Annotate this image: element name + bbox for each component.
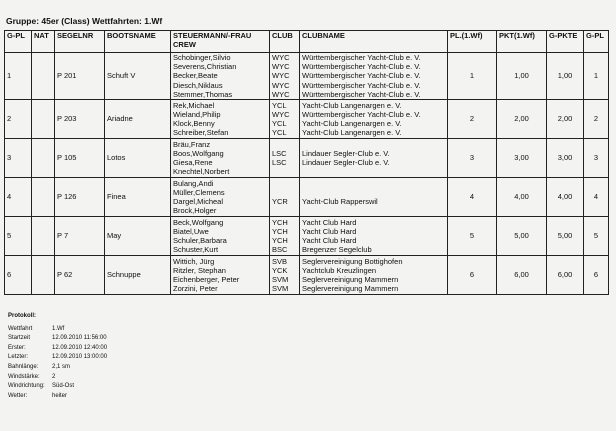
- club-cell-line: WYC: [272, 71, 290, 81]
- crew-cell-line: Ritzler, Stephan: [173, 265, 226, 275]
- protocol-key: Letzter:: [8, 354, 29, 361]
- clubname-cell-line: Württembergischer Yacht-Club e. V.: [302, 71, 421, 81]
- club-cell-line: YCH: [272, 235, 288, 245]
- clubname-cell: [300, 138, 448, 177]
- gpl-cell: 1: [5, 53, 32, 100]
- results-table: [4, 30, 609, 295]
- crew-cell: [171, 53, 270, 100]
- club-cell-line: YCL: [272, 118, 287, 128]
- pkt-cell: 2,00: [497, 99, 547, 138]
- clubname-cell: [300, 177, 448, 216]
- club-cell-line: BSC: [272, 245, 288, 255]
- club-cell-line: SVM: [272, 284, 289, 294]
- club-cell: [270, 99, 300, 138]
- club-cell: [270, 255, 300, 294]
- gpkte-cell: 2,00: [547, 99, 584, 138]
- nat-cell: [32, 53, 55, 100]
- clubname-cell-line: [302, 188, 445, 197]
- bootsname-header: BOOTSNAME: [105, 31, 171, 53]
- pl-header: PL.(1.Wf): [448, 31, 497, 53]
- clubname-cell-line: Württembergischer Yacht-Club e. V.: [302, 80, 421, 90]
- table-row: [5, 53, 609, 100]
- protocol-value: 12.09.2010 13:00:00: [52, 354, 108, 361]
- crew-cell-line: Schuster,Kurt: [173, 245, 219, 255]
- pkt-cell: 4,00: [497, 177, 547, 216]
- crew-cell-line: Schobinger,Silvio: [173, 53, 231, 62]
- clubname-cell-line: Seglervereinigung Bottighofen: [302, 256, 403, 266]
- bootsname-cell: Lotos: [105, 138, 171, 177]
- clubname-cell-line: Seglervereinigung Mammern: [302, 284, 399, 294]
- crew-cell-line: Stemmer,Thomas: [173, 89, 233, 99]
- crew-cell-line: Dargel,Micheal: [173, 196, 224, 206]
- pkt-cell: 3,00: [497, 138, 547, 177]
- club-cell: [270, 53, 300, 100]
- club-cell-line: WYC: [272, 53, 290, 62]
- crew-cell-line: Boos,Wolfgang: [173, 148, 224, 158]
- club-cell-line: YCL: [272, 128, 287, 138]
- protocol-value: 12.09.2010 12:40:00: [52, 344, 108, 351]
- gpl2-cell: 3: [584, 138, 609, 177]
- protocol-value: 2: [52, 373, 56, 380]
- club-cell-line: YCH: [272, 217, 288, 227]
- gpl2-cell: 5: [584, 216, 609, 255]
- pl-cell: 5: [448, 216, 497, 255]
- crew-cell: [171, 99, 270, 138]
- clubname-header: CLUBNAME: [300, 31, 448, 53]
- clubname-cell-line: Yacht-Club Langenargen e. V.: [302, 118, 402, 128]
- crew-cell: [171, 138, 270, 177]
- nat-cell: [32, 177, 55, 216]
- protocol-key: Windstärke:: [8, 373, 40, 380]
- gpl2-cell: 1: [584, 53, 609, 100]
- protocol-row: [8, 344, 107, 354]
- club-cell-line: WYC: [272, 109, 290, 119]
- protocol-row: [8, 334, 107, 344]
- clubname-cell-line: Yachtclub Kreuzlingen: [302, 265, 377, 275]
- pl-cell: 1: [448, 53, 497, 100]
- club-cell-line: YCH: [272, 226, 288, 236]
- protocol-row: [8, 325, 107, 335]
- clubname-cell-line: Yacht Club Hard: [302, 226, 357, 236]
- crew-cell-line: Giesa,Rene: [173, 157, 213, 167]
- crew-cell-line: Diesch,Niklaus: [173, 80, 223, 90]
- gpkte-cell: 6,00: [547, 255, 584, 294]
- pl-cell: 2: [448, 99, 497, 138]
- protocol-row: [8, 382, 107, 392]
- pkt-cell: 5,00: [497, 216, 547, 255]
- gpl2-cell: 4: [584, 177, 609, 216]
- crew-cell: [171, 255, 270, 294]
- club-cell: [270, 138, 300, 177]
- clubname-cell-line: Yacht-Club Rapperswil: [302, 196, 378, 206]
- nat-cell: [32, 255, 55, 294]
- club-cell-line: WYC: [272, 89, 290, 99]
- crew-cell-line: Schuler,Barbara: [173, 235, 227, 245]
- club-cell-line: SVB: [272, 256, 288, 266]
- gpl-header: G-PL: [5, 31, 32, 53]
- bootsname-cell: Finea: [105, 177, 171, 216]
- clubname-cell-line: [302, 179, 445, 188]
- club-cell-line: YCK: [272, 265, 288, 275]
- crew-cell-line: Eichenberger, Peter: [173, 274, 240, 284]
- clubname-cell-line: Yacht-Club Langenargen e. V.: [302, 100, 402, 110]
- crew-cell-line: Brock,Holger: [173, 206, 217, 216]
- crew-cell-line: Wittich, Jürg: [173, 256, 215, 266]
- club-cell: [270, 177, 300, 216]
- club-cell-line: [272, 206, 297, 215]
- protocol-key: Windrichtung:: [8, 383, 45, 390]
- table-row: [5, 138, 609, 177]
- segelnr-cell: P 203: [55, 99, 105, 138]
- pkt-cell: 6,00: [497, 255, 547, 294]
- nat-header: NAT: [32, 31, 55, 53]
- protocol-value: heiter: [52, 392, 68, 399]
- bootsname-cell: Schnuppe: [105, 255, 171, 294]
- club-cell-line: SVM: [272, 274, 289, 284]
- crew-cell-line: Zorzini, Peter: [173, 284, 218, 294]
- segelnr-cell: P 105: [55, 138, 105, 177]
- pl-cell: 3: [448, 138, 497, 177]
- crew-cell-line: Müller,Clemens: [173, 187, 225, 197]
- crew-cell-line: Severens,Christian: [173, 62, 237, 72]
- clubname-cell-line: Yacht-Club Langenargen e. V.: [302, 128, 402, 138]
- clubname-cell-line: [302, 206, 445, 215]
- gpl-cell: 5: [5, 216, 32, 255]
- clubname-cell-line: Lindauer Segler-Club e. V.: [302, 148, 390, 158]
- crew-cell-line: Klock,Benny: [173, 118, 215, 128]
- page-title: Gruppe: 45er (Class) Wettfahrten: 1.Wf: [6, 16, 163, 26]
- pl-cell: 6: [448, 255, 497, 294]
- gpkte-cell: 5,00: [547, 216, 584, 255]
- clubname-cell-line: Württembergischer Yacht-Club e. V.: [302, 109, 421, 119]
- table-row: [5, 216, 609, 255]
- table-body: [5, 53, 609, 295]
- nat-cell: [32, 138, 55, 177]
- gpl-cell: 3: [5, 138, 32, 177]
- clubname-cell-line: Württembergischer Yacht-Club e. V.: [302, 62, 421, 72]
- segelnr-cell: P 201: [55, 53, 105, 100]
- crew-cell-line: Schreiber,Stefan: [173, 128, 229, 138]
- clubname-cell-line: Yacht Club Hard: [302, 217, 357, 227]
- protocol-items: [8, 325, 107, 402]
- gpl2-header: G-PL: [584, 31, 609, 53]
- table-row: [5, 99, 609, 138]
- clubname-cell: [300, 216, 448, 255]
- crew-cell-line: Beck,Wolfgang: [173, 217, 224, 227]
- gpkte-cell: 1,00: [547, 53, 584, 100]
- protocol-section: [8, 312, 107, 401]
- protocol-row: [8, 363, 107, 373]
- club-cell-line: [272, 140, 297, 149]
- clubname-cell: [300, 53, 448, 100]
- segelnr-cell: P 62: [55, 255, 105, 294]
- club-cell-line: YCL: [272, 100, 287, 110]
- clubname-cell-line: [302, 167, 445, 176]
- crew-cell-line: Knechtel,Norbert: [173, 167, 230, 177]
- club-cell-line: [272, 179, 297, 188]
- clubname-cell-line: Bregenzer Segelclub: [302, 245, 372, 255]
- club-cell-line: LSC: [272, 157, 287, 167]
- protocol-value: Süd-Ost: [52, 383, 75, 390]
- gpl-cell: 2: [5, 99, 32, 138]
- clubname-cell: [300, 255, 448, 294]
- crew-cell-line: Rek,Michael: [173, 100, 215, 110]
- gpkte-header: G-PKTE: [547, 31, 584, 53]
- pkt-cell: 1,00: [497, 53, 547, 100]
- club-cell-line: LSC: [272, 148, 287, 158]
- club-cell-line: WYC: [272, 80, 290, 90]
- protocol-title: Protokoll:: [8, 313, 36, 319]
- crew-cell-line: Biatel,Uwe: [173, 226, 209, 236]
- pkt-header: PKT(1.Wf): [497, 31, 547, 53]
- protocol-key: Startzeit: [8, 335, 31, 342]
- table-row: [5, 255, 609, 294]
- club-cell: [270, 216, 300, 255]
- gpl-cell: 6: [5, 255, 32, 294]
- table-row: [5, 177, 609, 216]
- protocol-key: Erster:: [8, 344, 26, 351]
- gpkte-cell: 4,00: [547, 177, 584, 216]
- clubname-cell: [300, 99, 448, 138]
- gpl-cell: 4: [5, 177, 32, 216]
- bootsname-cell: Schuft V: [105, 53, 171, 100]
- clubname-cell-line: [302, 140, 445, 149]
- crew-cell-line: Bräu,Franz: [173, 139, 211, 149]
- protocol-key: Wettfahrt: [8, 325, 33, 332]
- protocol-row: [8, 392, 107, 402]
- club-cell-line: [272, 167, 297, 176]
- gpl2-cell: 6: [584, 255, 609, 294]
- clubname-cell-line: Württembergischer Yacht-Club e. V.: [302, 89, 421, 99]
- clubname-cell-line: Württembergischer Yacht-Club e. V.: [302, 53, 421, 62]
- clubname-cell-line: Yacht Club Hard: [302, 235, 357, 245]
- crew-cell: [171, 216, 270, 255]
- crew-cell-line: Becker,Beate: [173, 71, 218, 81]
- segelnr-header: SEGELNR: [55, 31, 105, 53]
- segelnr-cell: P 126: [55, 177, 105, 216]
- gpkte-cell: 3,00: [547, 138, 584, 177]
- crew-cell-line: Wieland,Philip: [173, 109, 221, 119]
- club-cell-line: WYC: [272, 62, 290, 72]
- clubname-cell-line: Lindauer Segler-Club e. V.: [302, 157, 390, 167]
- segelnr-cell: P 7: [55, 216, 105, 255]
- protocol-value: 1.Wf: [52, 325, 65, 332]
- nat-cell: [32, 99, 55, 138]
- protocol-key: Wetter:: [8, 392, 28, 399]
- table-header-row: [5, 31, 609, 53]
- protocol-value: 12.09.2010 11:56:00: [52, 335, 107, 342]
- protocol-value: 2,1 sm: [52, 363, 71, 370]
- protocol-row: [8, 373, 107, 383]
- club-header: CLUB: [270, 31, 300, 53]
- nat-cell: [32, 216, 55, 255]
- club-cell-line: YCR: [272, 196, 288, 206]
- bootsname-cell: May: [105, 216, 171, 255]
- protocol-row: [8, 353, 107, 363]
- bootsname-cell: Ariadne: [105, 99, 171, 138]
- clubname-cell-line: Seglervereinigung Mammern: [302, 274, 399, 284]
- crew-cell-line: Bulang,Andi: [173, 178, 214, 188]
- gpl2-cell: 2: [584, 99, 609, 138]
- crew-cell: [171, 177, 270, 216]
- club-cell-line: [272, 188, 297, 197]
- pl-cell: 4: [448, 177, 497, 216]
- crew-header: STEUERMANN/-FRAU CREW: [171, 31, 270, 53]
- protocol-key: Bahnlänge:: [8, 363, 39, 370]
